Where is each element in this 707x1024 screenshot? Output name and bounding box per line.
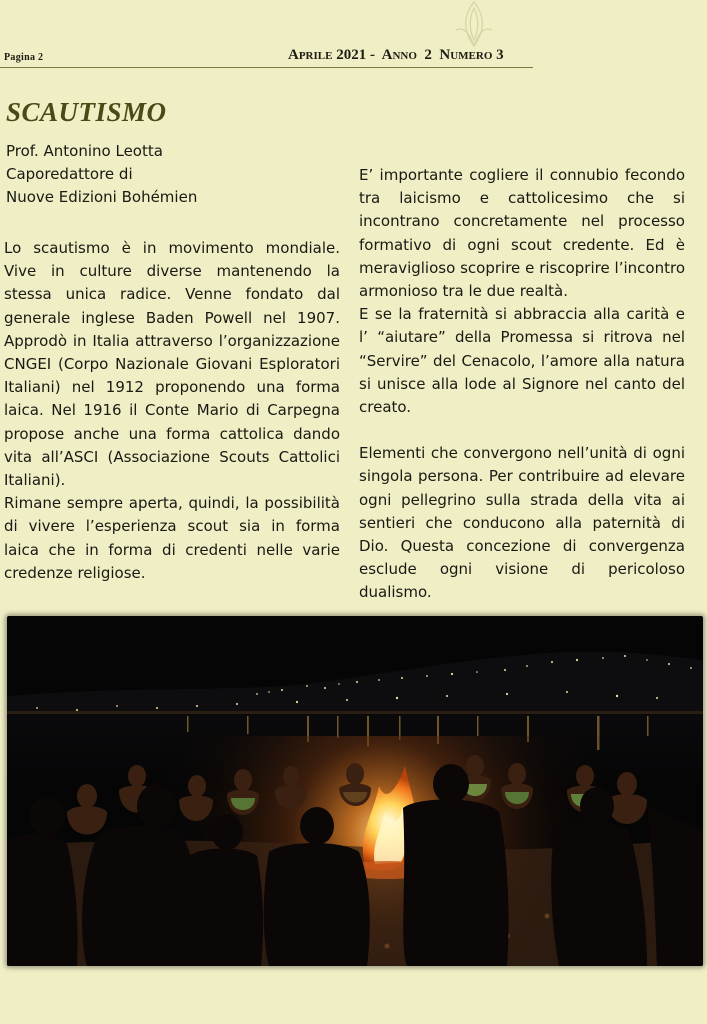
author-publisher: Nuove Edizioni Bohémien (6, 188, 198, 206)
left-column (4, 237, 340, 585)
issue-line: Aprile 2021 - Anno 2 Numero 3 (288, 47, 504, 63)
ornament-logo (452, 0, 496, 50)
campfire-photo (7, 616, 703, 966)
paragraph: Rimane sempre aperta, quindi, la possibilità di vivere l’esperienza scout sia in forma laica che in forma di credenti nelle varie credenze religiose. (4, 494, 340, 582)
page-label: Pagina 2 (4, 52, 44, 63)
article-title: SCAUTISMO (6, 97, 167, 127)
paragraph: Lo scautismo è in movimento mondiale. Vive in culture diverse mantenendo la stessa unica radice. Venne fondato dal generale inglese Baden Powell nel 1907. Approdò in Italia attraverso l’organizzazione CNGEI (Corpo Nazionale Giovani Esploratori Italiani) nel 1912 proponendo una forma laica. Nel 1916 il Conte Mario di Carpegna propose anche una forma cattolica dando vita all’ASCI (Associazione Scouts Cattolici Italiani). (4, 239, 340, 490)
author-role: Caporedattore di (6, 165, 133, 183)
header-rule (0, 67, 533, 68)
author-name: Prof. Antonino Leotta (6, 142, 163, 160)
paragraph: E se la fraternità si abbraccia alla carità e l’ “aiutare” della Promessa si ritrova nel “Servire” del Cenacolo, l’amore alla natura si unisce alla lode al Signore nel canto del creato. (359, 305, 685, 417)
author-block (6, 140, 336, 209)
paragraph: Elementi che convergono nell’unità di ogni singola persona. Per contribuire ad elevare ogni pellegrino sulla strada della vita ai sentieri che conducono alla paternità di Dio. Questa concezione di convergenza esclude ogni visione di pericoloso dualismo. (359, 444, 685, 602)
right-column (359, 164, 685, 605)
paragraph: E’ importante cogliere il connubio fecondo tra laicismo e cattolicesimo che si incontrano concretamente nel processo formativo di ogni scout credente. Ed è meraviglioso scoprire e riscoprire l’incontro armonioso tra le due realtà. (359, 166, 685, 301)
